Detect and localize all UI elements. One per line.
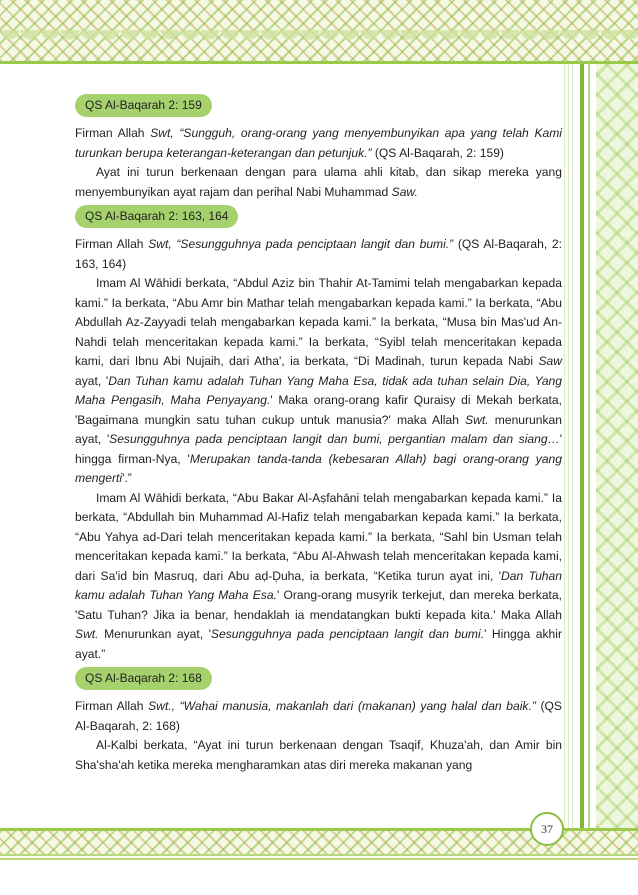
right-ornamental-band: [596, 64, 638, 828]
text-run: (QS Al-Baqarah, 2: 163, 164): [75, 237, 562, 271]
verse-reference-tag: QS Al-Baqarah 2: 159: [75, 94, 212, 117]
text-run: (QS Al-Baqarah, 2: 168): [75, 699, 562, 733]
italic-text: Saw: [538, 354, 562, 368]
italic-text: Saw.: [391, 184, 418, 199]
top-scallop-ornament: [0, 30, 638, 60]
italic-text: Dan Tuhan kamu adalah Tuhan Yang Maha Esa, tidak ada tuhan selain Dia, Yang Maha Pengasih, Maha Penyayang.: [75, 373, 563, 407]
italic-text: Merupakan tanda-tanda (kebesaran Allah) bagi orang-orang yang mengerti: [75, 451, 562, 485]
text-run: ' Orang-orang musyrik terkejut, dan mereka berkata, 'Satu Tuhan? Jika ia benar, hendaklah ia mendatangkan bukti kepada kita.' Maka Allah: [75, 588, 562, 622]
paragraph: [75, 274, 562, 489]
right-green-rule: [580, 64, 584, 828]
right-light-rule: [588, 64, 590, 828]
section-heading: [75, 667, 562, 690]
text-run: (QS Al-Baqarah, 2: 159): [371, 145, 504, 160]
text-run: ayat, ': [75, 373, 109, 388]
italic-text: Swt.: [75, 627, 99, 641]
paragraph: [75, 163, 562, 202]
page-number: 37: [530, 812, 564, 846]
text-run: '.”: [122, 471, 132, 485]
text-run: Ayat ini turun berkenaan dengan para ulama ahli kitab, dan sikap mereka yang menyembunyikan ayat rajam dan perihal Nabi Muhammad: [75, 165, 562, 199]
paragraph: [75, 697, 562, 736]
text-run: Firman Allah: [75, 237, 149, 251]
italic-text: Dan Tuhan kamu adalah Tuhan Yang Maha Esa.: [75, 568, 562, 602]
verse-reference-tag: QS Al-Baqarah 2: 163, 164: [75, 205, 238, 228]
italic-text: Swt, “Sesungguhnya pada penciptaan langit dan bumi.”: [148, 237, 454, 251]
text-run: Imam Al Wāhidi berkata, “Abdul Aziz bin Thahir At-Tamimi telah mengabarkan kepada kami.” Ia berkata, “Abu Amr bin Mathar telah mengabarkan kepada kami.” Ia berkata, “Abu Abdullah Az-Zayyadi telah mengabarkan kepada kami.” Ia berkata, “Musa bin Mas'ud An-Nahdi telah menceritakan kepada kami.” Ia berkata, “Syibl telah menceritakan kepada kami, dari Ibnu Abi Nujaih, dari Atha', ia berkata, “Di Madinah, turun kepada Nabi: [75, 276, 562, 368]
verse-reference-tag: QS Al-Baqarah 2: 168: [75, 667, 212, 690]
page-content: [75, 94, 562, 778]
italic-text: Sesungguhnya pada penciptaan langit dan bumi.: [210, 627, 485, 641]
text-run: ' hingga firman-Nya, ': [75, 432, 562, 466]
paragraph: [75, 489, 562, 665]
paragraph: [75, 736, 562, 775]
section-heading: [75, 205, 562, 228]
text-run: Menurunkan ayat, ': [98, 627, 211, 641]
italic-text: Swt.: [465, 412, 489, 427]
text-run: ' Maka orang-orang kafir Quraisy di Mekah berkata, 'Bagaimana mungkin satu tuhan cukup untuk manusia?' maka Allah: [75, 393, 562, 427]
footer-line: [0, 858, 638, 860]
text-run: Firman Allah: [75, 699, 149, 713]
text-run: Firman Allah: [75, 126, 151, 140]
italic-text: Swt, “Sungguh, orang-orang yang menyembunyikan apa yang telah Kami turunkan berupa keterangan-keterangan dan petunjuk.”: [75, 126, 562, 160]
right-line-pattern: [564, 64, 576, 828]
paragraph: [75, 235, 562, 274]
text-run: ' Hingga akhir ayat.”: [75, 627, 562, 661]
italic-text: Sesungguhnya pada penciptaan langit dan bumi, pergantian malam dan siang…: [109, 432, 560, 446]
text-run: menurunkan ayat, ': [75, 412, 563, 446]
section-heading: [75, 94, 562, 117]
paragraph: [75, 124, 562, 163]
text-run: Al-Kalbi berkata, “Ayat ini turun berkenaan dengan Tsaqif, Khuza'ah, dan Amir bin Sha'sha'ah ketika mereka mengharamkan atas diri mereka makanan yang: [75, 738, 562, 772]
text-run: Imam Al Wāhidi berkata, “Abu Bakar Al-Aṣfahāni telah mengabarkan kepada kami.” Ia berkata, “Abdullah bin Muhammad Al-Hafiz telah mengabarkan kepada kami.” Ia berkata, “Abu Yahya ad-Dari telah menceritakan kepada kami.” Ia berkata, “Sahl bin Usman telah menceritakan kepada kami.” Ia berkata, “Abu Al-Ahwash telah menceritakan kepada kami, dari Sa'id bin Masruq, dari Abu aḍ-Ḍuha, ia berkata, “Ketika turun ayat ini, ': [75, 490, 562, 583]
italic-text: Swt., “Wahai manusia, makanlah dari (makanan) yang halal dan baik.”: [148, 699, 536, 713]
